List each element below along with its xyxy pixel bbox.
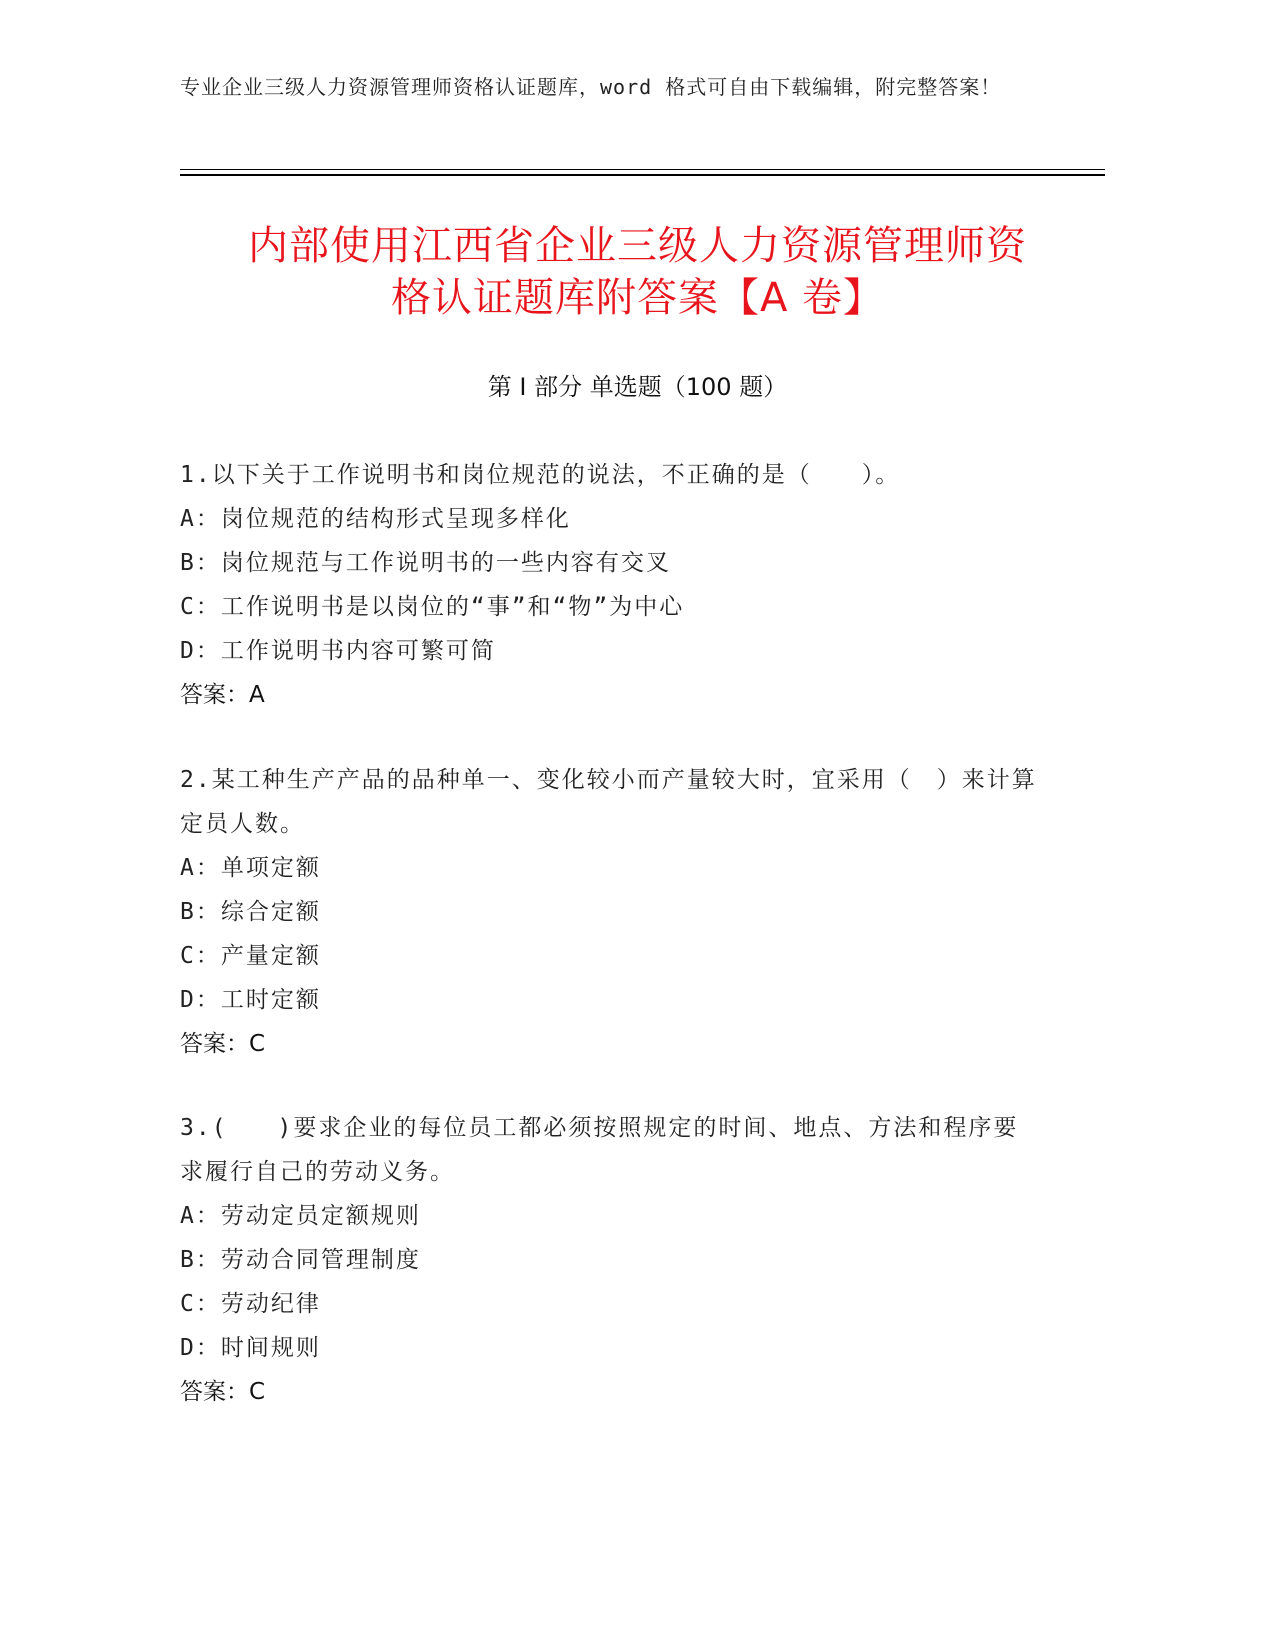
option-a: A：劳动定员定额规则 <box>180 1203 421 1229</box>
option-d: D：时间规则 <box>180 1335 321 1361</box>
option-c: C：工作说明书是以岗位的“事”和“物”为中心 <box>180 594 685 620</box>
option-b: B：综合定额 <box>180 899 321 925</box>
answer: 答案：A <box>180 682 265 708</box>
question-stem: 3.( )要求企业的每位员工都必须按照规定的时间、地点、方法和程序要求履行自己的劳动义务。 <box>180 1115 1019 1185</box>
option-c: C：劳动纪律 <box>180 1291 321 1317</box>
document-title-line-2: 格认证题库附答案【A 卷】 <box>390 275 885 321</box>
option-b: B：岗位规范与工作说明书的一些内容有交叉 <box>180 550 671 576</box>
section-title: 第 I 部分 单选题（100 题） <box>487 373 788 401</box>
option-a: A：岗位规范的结构形式呈现多样化 <box>180 506 571 532</box>
option-d: D：工作说明书内容可繁可简 <box>180 638 496 664</box>
question-stem: 2.某工种生产产品的品种单一、变化较小而产量较大时，宜采用（ ）来计算定员人数。 <box>180 767 1037 837</box>
question-3 <box>180 1106 1040 1414</box>
header-divider-thick <box>180 174 1105 176</box>
document-title-line-1: 内部使用江西省企业三级人力资源管理师资 <box>248 223 1027 269</box>
option-c: C：产量定额 <box>180 943 321 969</box>
question-stem: 1.以下关于工作说明书和岗位规范的说法，不正确的是（ ）。 <box>180 462 901 488</box>
option-d: D：工时定额 <box>180 987 321 1013</box>
question-1 <box>180 453 1040 717</box>
header-divider-thin <box>180 169 1105 170</box>
document-title <box>160 220 1115 324</box>
option-b: B：劳动合同管理制度 <box>180 1247 421 1273</box>
answer: 答案：C <box>180 1031 266 1057</box>
answer: 答案：C <box>180 1379 266 1405</box>
header-note: 专业企业三级人力资源管理师资格认证题库，word 格式可自由下载编辑，附完整答案！ <box>180 75 1002 99</box>
option-a: A：单项定额 <box>180 855 321 881</box>
question-2 <box>180 758 1040 1066</box>
